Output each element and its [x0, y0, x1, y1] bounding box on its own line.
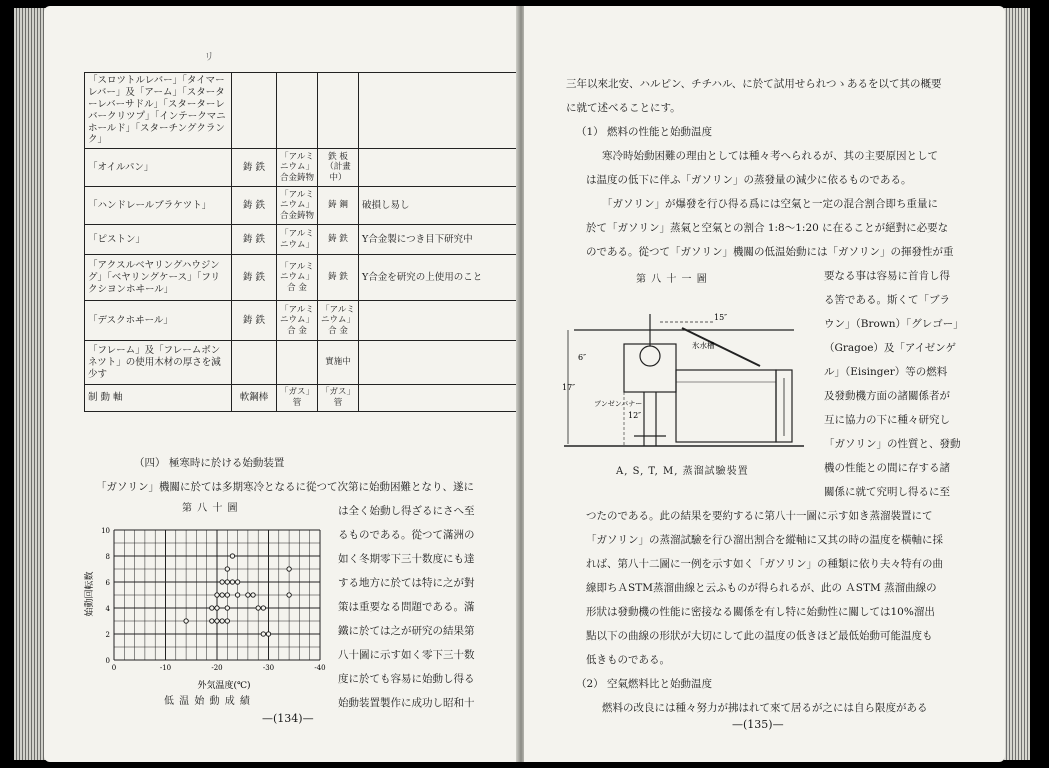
table-cell-m3: [318, 73, 359, 149]
table-cell-part: 「オイルパン」: [85, 149, 232, 187]
book-edge-left: [14, 8, 46, 760]
table-cell-m1: 鋳 鉄: [232, 225, 277, 255]
right-page: [524, 6, 1005, 762]
data-point: [215, 619, 219, 623]
figure-81-title: 第 八 十 一 圖: [636, 274, 708, 285]
table-cell-m3: 鋳 鉄: [318, 225, 359, 255]
table-cell-m2: 「アルミニウム」: [277, 225, 318, 255]
table-row: [85, 341, 518, 385]
data-point: [215, 606, 219, 610]
data-point: [266, 632, 270, 636]
figure-80-chart: [84, 516, 334, 691]
data-point: [210, 619, 214, 623]
table-cell-m2: 「アルミニウム」合金鋳物: [277, 187, 318, 225]
table-cell-m3: 鉄 板（計畫中）: [318, 149, 359, 187]
side-line: （Gragoe）及「アイゼンゲ: [824, 342, 956, 354]
body-line: 形狀は發動機の性能に密接なる關係を有し特に始動性に關しては10%溜出: [586, 606, 935, 618]
section1-line: 寒冷時始動困難の理由としては種々考へられるが、其の主要原因として: [602, 150, 938, 162]
y-tick-label: 0: [105, 657, 110, 665]
table-cell-note: Y合金を研究の上使用のこと: [359, 255, 518, 301]
body-line: する地方に於ては特に之が對: [338, 577, 475, 589]
table-cell-m2: 「アルミニウム」合 金: [277, 255, 318, 301]
figure-81-caption: A, S, T, M, 蒸溜試驗裝置: [616, 466, 749, 477]
body-line: 策は重要なる問題である。滿: [338, 601, 475, 613]
body-line: 如く冬期零下三十数度にも達: [338, 553, 475, 565]
side-line: 互に協力の下に種々研究し: [824, 414, 950, 426]
body-line: は全く始動し得ざるにさへ至: [338, 505, 475, 517]
table-cell-m3: 鋳 鉄: [318, 255, 359, 301]
page-number-left: —(134)—: [262, 712, 314, 725]
table-cell-note: [359, 385, 518, 411]
x-axis-label: 外気温度(℃): [197, 681, 251, 691]
data-point: [220, 593, 224, 597]
section1-line: 「ガソリン」が爆發を行ひ得る爲には空氣と一定の混合割合即ち重量に: [602, 198, 938, 210]
data-point: [225, 580, 229, 584]
table-cell-part: 制 動 軸: [85, 385, 232, 411]
section2-line: 燃料の改良には種々努力が拂はれて來て居るが之には自ら限度がある: [602, 702, 928, 714]
data-point: [220, 619, 224, 623]
table-row: [85, 301, 518, 341]
table-row: [85, 225, 518, 255]
table-row: [85, 149, 518, 187]
x-tick-label: 0: [111, 664, 117, 672]
table-cell-m1: 軟鋼棒: [232, 385, 277, 411]
y-tick-label: 6: [105, 579, 110, 587]
dim-left: 17″: [562, 383, 576, 392]
table-cell-m3: 「ガス」管: [318, 385, 359, 411]
body-line: 度に於ても容易に始動し得る: [338, 673, 475, 685]
x-tick-label: -10: [159, 664, 172, 672]
table-cell-note: 破損し易し: [359, 187, 518, 225]
section-heading: （四） 極寒時に於ける始動装置: [134, 457, 285, 469]
table-row: [85, 73, 518, 149]
data-point: [287, 567, 291, 571]
body-line: るものである。從つて滿洲の: [338, 529, 475, 541]
y-axis-label: 始動回転数: [85, 571, 95, 617]
y-tick-label: 2: [105, 631, 110, 639]
table-row: [85, 385, 518, 411]
left-page: [44, 6, 518, 762]
data-point: [210, 606, 214, 610]
dim-top: 15″: [714, 313, 728, 322]
data-point: [220, 580, 224, 584]
section1-line: は温度の低下に伴ふ「ガソリン」の蒸發量の減少に依るものである。: [586, 174, 912, 186]
table-cell-note: Y合金製につき目下研究中: [359, 225, 518, 255]
x-tick-label: -30: [262, 664, 275, 672]
data-point: [225, 567, 229, 571]
body-line: 「ガソリン」の蒸溜試驗を行ひ溜出割合を縱軸に又其の時の温度を橫軸に採: [586, 534, 943, 546]
table-cell-m2: 「ガス」管: [277, 385, 318, 411]
table-cell-m2: [277, 73, 318, 149]
materials-table: [84, 72, 518, 412]
table-cell-part: 「スロツトルレバー」「タイマーレバー」及「アーム」「スターターレバーサドル」「スターターレバークリツプ」「インテークマニホールド」「スターチングクランク」: [85, 73, 232, 149]
data-point: [287, 593, 291, 597]
x-tick-label: -40: [314, 664, 326, 672]
data-point: [235, 593, 239, 597]
data-point: [251, 593, 255, 597]
table-cell-part: 「ピストン」: [85, 225, 232, 255]
table-cell-m3: 「アルミニウム」合 金: [318, 301, 359, 341]
data-point: [261, 606, 265, 610]
section1-line: 於て「ガソリン」蒸氣と空氣との割合 1:8～1:20 に在ることが絕對に必要な: [586, 222, 949, 234]
y-tick-label: 8: [105, 553, 110, 561]
table-cell-part: 「フレーム」及「フレームボンネツト」の使用木材の厚さを減少す: [85, 341, 232, 385]
side-line: 及發動機方面の諸關係者が: [824, 390, 950, 402]
table-cell-part: 「ハンドレールブラケツト」: [85, 187, 232, 225]
table-cell-note: [359, 73, 518, 149]
label-burner: ブンゼンバナー: [594, 400, 643, 408]
table-cell-m3: 實施中: [318, 341, 359, 385]
figure-81-diagram: [564, 286, 814, 456]
side-line: ウン」（Brown）「グレゴー」: [824, 318, 964, 330]
side-line: ル」（Eisinger）等の燃料: [824, 366, 948, 378]
table-cell-note: [359, 301, 518, 341]
table-cell-m1: 鋳 鉄: [232, 255, 277, 301]
book-edge-right: [1004, 8, 1030, 760]
table-cell-m3: 鋳 鋼: [318, 187, 359, 225]
table-cell-note: [359, 149, 518, 187]
side-line: 機の性能との間に存する諸: [824, 462, 950, 474]
figure-80-caption: 低 温 始 動 成 績: [164, 696, 251, 707]
y-tick-label: 4: [105, 605, 110, 613]
intro-line: に就て述べることにす。: [566, 102, 681, 114]
side-line: 要なる事は容易に首肯し得: [824, 270, 950, 282]
data-point: [235, 580, 239, 584]
table-cell-m1: 鋳 鉄: [232, 187, 277, 225]
y-tick-label: 10: [101, 527, 110, 535]
section2-heading: （2） 空氣燃料比と始動温度: [576, 678, 713, 690]
body-line: つたのである。此の結果を要約するに第八十一圖に示す如き蒸溜裝置にて: [586, 510, 933, 522]
page-number-right: —(135)—: [732, 718, 784, 731]
data-point: [225, 606, 229, 610]
dim-small: 6″: [578, 353, 587, 362]
table-cell-part: 「デスクホヰール」: [85, 301, 232, 341]
body-line: 八十圖に示す如く零下三十数: [338, 649, 475, 661]
data-point: [230, 580, 234, 584]
body-line: 低きものである。: [586, 654, 670, 666]
data-point: [225, 619, 229, 623]
side-line: る筈である。斯くて「ブラ: [824, 294, 950, 306]
top-mark: リ: [204, 52, 214, 63]
data-point: [215, 593, 219, 597]
body-line: 鐵に於ては之が研究の結果第: [338, 625, 475, 637]
table-cell-m2: 「アルミニウム」合 金: [277, 301, 318, 341]
data-point: [184, 619, 188, 623]
table-cell-m2: 「アルミニウム」合金鋳物: [277, 149, 318, 187]
figure-80-title: 第 八 十 圖: [182, 503, 239, 514]
data-point: [261, 632, 265, 636]
dim-mid: 12″: [628, 411, 642, 420]
table-row: [85, 255, 518, 301]
section1-heading: （1） 燃料の性能と始動温度: [576, 126, 713, 138]
table-cell-m1: [232, 341, 277, 385]
data-point: [256, 606, 260, 610]
section1-line: のである。從つて「ガソリン」機關の低温始動には「ガソリン」の揮發性が重: [586, 246, 954, 258]
body-line: 始動装置製作に成功し昭和十: [338, 697, 475, 709]
table-cell-note: [359, 341, 518, 385]
side-line: 關係に就て究明し得るに至: [824, 486, 950, 498]
data-point: [225, 593, 229, 597]
body-line: 點以下の曲線の形狀が大切にして此の温度の低きほど最低始動可能温度も: [586, 630, 933, 642]
data-point: [230, 554, 234, 558]
table-cell-m1: 鋳 鉄: [232, 301, 277, 341]
table-cell-m1: 鋳 鉄: [232, 149, 277, 187]
x-tick-label: -20: [211, 664, 223, 672]
data-point: [246, 593, 250, 597]
label-water: 氷水槽: [692, 341, 715, 350]
body-line: れば、第八十二圖に一例を示す如く「ガソリン」の種類に依り夫々特有の曲: [586, 558, 943, 570]
body-line: 「ガソリン」機關に於ては多期寒冷となるに從つて次第に始動困難となり、遂に: [96, 481, 474, 493]
body-line: 線即ちＡSTM蒸溜曲線と云ふものが得られるが、此の ＡSTM 蒸溜曲線の: [586, 582, 937, 594]
side-line: 「ガソリン」の性質と、發動: [824, 438, 961, 450]
table-cell-m1: [232, 73, 277, 149]
table-cell-m2: [277, 341, 318, 385]
table-cell-part: 「アクスルベヤリングハウジング」「ベヤリングケース」「フリクシヨンホヰール」: [85, 255, 232, 301]
table-row: [85, 187, 518, 225]
intro-line: 三年以來北安、ハルピン、チチハル、に於て試用せられつゝあるを以て其の概要: [566, 78, 942, 90]
